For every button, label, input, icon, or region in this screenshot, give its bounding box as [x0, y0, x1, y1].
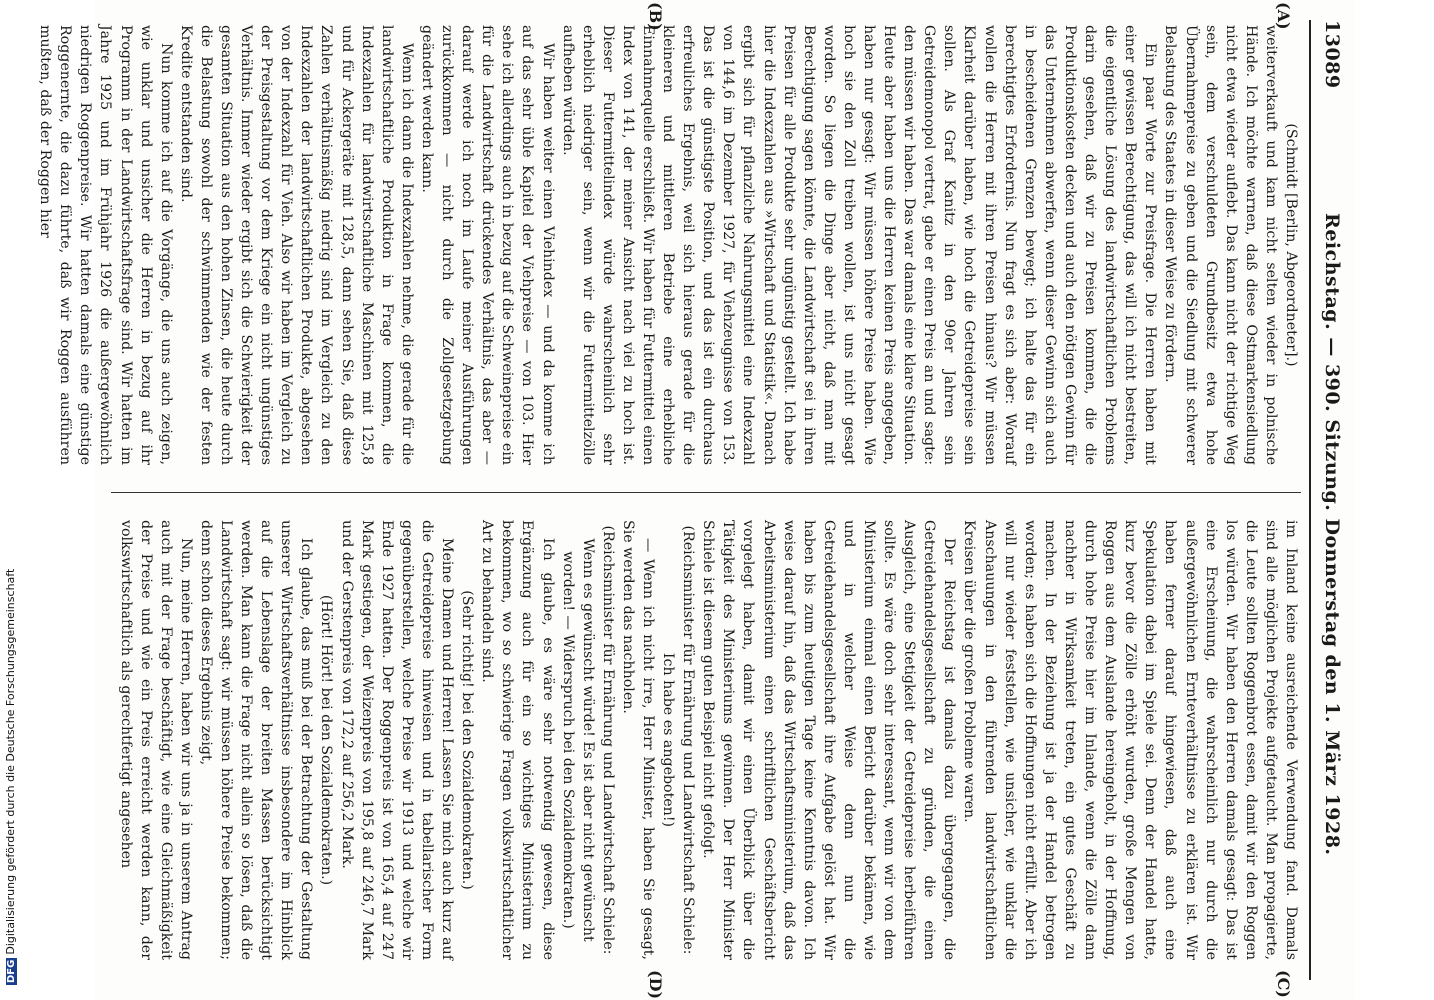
interjection: (Reichsminister für Ernährung und Landwirtschaft Schiele: Ich habe es angeboten!): [660, 525, 697, 955]
column-rule: [111, 492, 1301, 493]
text-column-right: [111, 520, 1301, 960]
paragraph: Meine Damen und Herren! Lassen Sie mich auch kurz auf die Getreidepreise hinweisen und in tabellarischer Form gegenüberstellen, welche Preise wir 1913 und welche wir Ende 1927 hatten. Der Roggenpreis ist von 165,4 auf 247 Mark gestiegen, der Weizenpreis von 195,8 auf 246,7 Mark und der Gerstenpreis von 172,2 auf 256,2 Mark.: [338, 520, 456, 960]
dfg-logo: DFG: [6, 959, 17, 983]
paragraph: im Inland keine ausreichende Verwendung fand. Damals sind alle möglichen Projekte aufgetaucht. Man propagierte, die Leute sollten Roggenbrot essen, damit wir den Roggen los würden. Wir haben den Herren damals gesagt: Das ist eine Erscheinung, die wahrscheinlich nur durch die außergewöhnlichen Ernteverhältnisse zu erklären ist. Wir haben ferner darauf hingewiesen, daß auch eine Spekulation dabei im Spiele sei. Denn der Handel hatte, kurz bevor die Zölle erhöht wurden, große Mengen von Roggen aus dem Auslande hereingeholt, in der Hoffnung, durch hohe Preise hier im Inlande, wenn die Zölle dann nachher in Wirksamkeit treten, ein gutes Geschäft zu machen. In der Beziehung ist ja der Handel betrogen worden; es haben sich die Hoffnungen nicht erfüllt. Aber ich will nur wieder feststellen, wie unsicher, wie unklar die Anschauungen in den führenden landwirtschaftlichen Kreisen über die großen Probleme waren.: [961, 520, 1299, 960]
interjection: (Hört! Hört! bei den Sozialdemokraten.): [318, 594, 335, 886]
document-page: [37, 0, 1355, 1000]
paragraph: Nun komme ich auf die Vorgänge, die uns auch zeigen, wie unklar und unsicher die Herren in bezug auf ihr Programm in der Landwirtschaftsfrage sind. Wir hatten im Jahre 1925 und im Frühjahr 1926 die außergewöhnlich niedrigen Roggenpreise. Wir hatten damals eine günstige Roggenernte, die dazu führte, daß wir Roggen ausführen mußten, daß der Roggen hier: [37, 25, 174, 465]
paragraph: Ein paar Worte zur Preisfrage. Die Herren haben mit einer gewissen Berechtigung, das will ich nicht bestreiten, die eigentliche Lösung des landwirtschaftlichen Problems darin gesehen, daß wir zu Preisen kommen, die die Produktionskosten decken und auch den nötigen Gewinn für das Unternehmen abwerfen, wenn dieser Gewinn sich auch in bescheidenen Grenzen bewegt; ich halte das für ein berechtigtes Erfordernis. Nun fragt es sich aber: Worauf wollen die Herren mit ihren Preisen hinaus? Wir müssen Klarheit darüber haben, wie hoch die Getreidepreise sein sollen. Als Graf Kanitz in den 90er Jahren sein Getreidemonopol vertrat, gabe er einen Preis an und sagte: den müssen wir haben. Das war damals eine klare Situation. Heute aber haben uns die Herren keinen Preis angegeben, haben nur gesagt: Wir müssen höhere Preise haben. Wie hoch sie den Zoll treiben wollen, ist uns nicht gesagt worden. So liegen die Dinge aber nicht, daß man mit Berechtigung sagen könnte, die Landwirtschaft sei in ihren Preisen für alle Produkte sehr ungünstig gestellt. Ich habe hier die Indexzahlen aus »Wirtschaft und Statistik«. Danach ergibt sich für pflanzliche Nahrungsmittel eine Indexzahl von 144,6 im Dezember 1927, für Viehzeugnisse von 153. Das ist die günstigste Position, und das ist ein durchaus erfreuliches Ergebnis, weil sich hieraus gerade für die kleineren und mittleren Betriebe eine erhebliche Einnahmequelle erschließt. Wir haben für Futtermittel einen Index von 141, der meiner Ansicht nach viel zu hoch ist. Dieser Futtermittelindex würde wahrscheinlich sehr erheblich niedriger sein, wenn wir die Futtermittelzölle aufheben würden.: [559, 25, 1159, 465]
interjection: (Reichsminister für Ernährung und Landwirtschaft Schiele: Wenn es gewünscht würde! Es ist aber nicht gewünscht worden! — Widerspruch bei den Sozialdemokraten.): [559, 525, 616, 955]
page-header: [1315, 20, 1349, 980]
page-title: Reichstag. — 390. Sitzung. Donnerstag den 1. März 1928.: [1321, 213, 1343, 856]
paragraph: Nun, meine Herren, haben wir uns ja in unserem Antrag auch mit der Frage beschäftigt, wie eine Gleichmäßigkeit der Preise und wie ein Preis erreicht werden kann, der volkswirtschaftlich als gerechtfertigt angesehen: [117, 520, 194, 960]
paragraph: Wir haben weiter einen Viehindex — und da komme ich auf das sehr üble Kapitel der Viehpreise — von 103. Hier sehe ich allerdings auch in bezug auf die Schweinepreise ein für die Landwirtschaft drückendes Verhältnis, das aber — darauf werde ich noch im Laufe meiner Ausführungen zurückkommen — nicht durch die Zollgesetzgebung geändert werden kann.: [418, 25, 556, 465]
footer-credit: [0, 0, 28, 1000]
paragraph: Der Reichstag ist damals dazu übergegangen, die Getreidehandelsgesellschaft zu gründen, die einen Ausgleich, eine Stetigkeit der Getreidepreise herbeiführen sollte. Es wäre doch sehr interessant, wenn wir von dem Ministerium einmal einen Bericht darüber bekämen, wie und in welcher Weise denn nun die Getreidehandelsgesellschaft ihre Aufgabe gelöst hat. Wir haben bis zum heutigen Tage keine Kenntnis davon. Ich weise darauf hin, daß das Wirtschaftsministerium, daß das Arbeitsministerium einen schriftlichen Geschäftsbericht vorgelegt haben, damit wir einen Überblick über die Tätigkeit des Ministeriums gewinnen. Der Herr Minister Schiele ist diesem guten Beispiel nicht gefolgt.: [700, 520, 958, 960]
margin-marker-d: (D): [646, 970, 665, 1000]
margin-marker-b: (B): [646, 2, 665, 31]
paragraph: Ich glaube, es wäre sehr notwendig gewesen, diese Ergänzung auch für ein so wichtiges Ministerium zu bekommen, wo so schwierige Fragen volkswirtschaftlicher Art zu behandeln sind.: [479, 520, 556, 960]
footer-text: Digitalisierung gefördert durch die Deutsche Forschungsgemeinschaft: [4, 568, 17, 955]
header-rule: [1309, 20, 1311, 980]
paragraph: — Wenn ich nicht irre, Herr Minister, haben Sie gesagt, Sie werden das nachholen.: [619, 520, 656, 960]
margin-marker-c: (C): [1274, 970, 1293, 998]
margin-marker-a: (A): [1274, 2, 1293, 30]
text-column-left: [37, 25, 1301, 465]
paragraph: weiterverkauft und kam nicht selten wieder in polnische Hände. Ich möchte warnen, daß diese Ostmarkensiedlung nicht etwa wieder auflebt. Das kann nicht der richtige Weg sein, dem verschuldeten Grundbesitz etwa hohe Übernahmepreise zu geben und die Siedlung mit schwerer Belastung des Staates in dieser Weise zu fördern.: [1162, 25, 1279, 465]
paragraph: Wenn ich dann die Indexzahlen nehme, die gerade für die landwirtschaftliche Produktion in Frage kommen, die Indexzahlen für landwirtschaftliche Maschinen mit 125,8 und für Ackergeräte mit 128,5, dann sehen Sie, daß diese Zahlen verhältnismäßig niedrig sind im Vergleich zu den Indexzahlen der landwirtschaftlichen Produkte, abgesehen von der Indexzahl für Vieh. Also wir haben im Vergleich zu der Preisgestaltung vor dem Kriege ein nicht ungünstiges Verhältnis. Immer wieder ergibt sich die Schwierigkeit der gesamten Situation aus den hohen Zinsen, die heute durch die Belastung sowohl der schwimmenden wie der festen Kredite entstanden sind.: [177, 25, 415, 465]
speaker-line: (Schmidt [Berlin, Abgeordneter].): [1283, 123, 1299, 367]
page-number: 13089: [1321, 20, 1343, 89]
interjection: (Sehr richtig! bei den Sozialdemokraten.): [459, 590, 476, 890]
paragraph: Ich glaube, das muß bei der Betrachtung der Gestaltung unserer Wirtschaftsverhältnisse insbesondere im Hinblick auf die Lebenslage der breiten Massen berücksichtigt werden. Man kann die Frage nicht allein so lösen, daß die Landwirtschaft sagt: wir müssen höhere Preise bekommen; denn schon dieses Ergebnis zeigt,: [197, 520, 315, 960]
